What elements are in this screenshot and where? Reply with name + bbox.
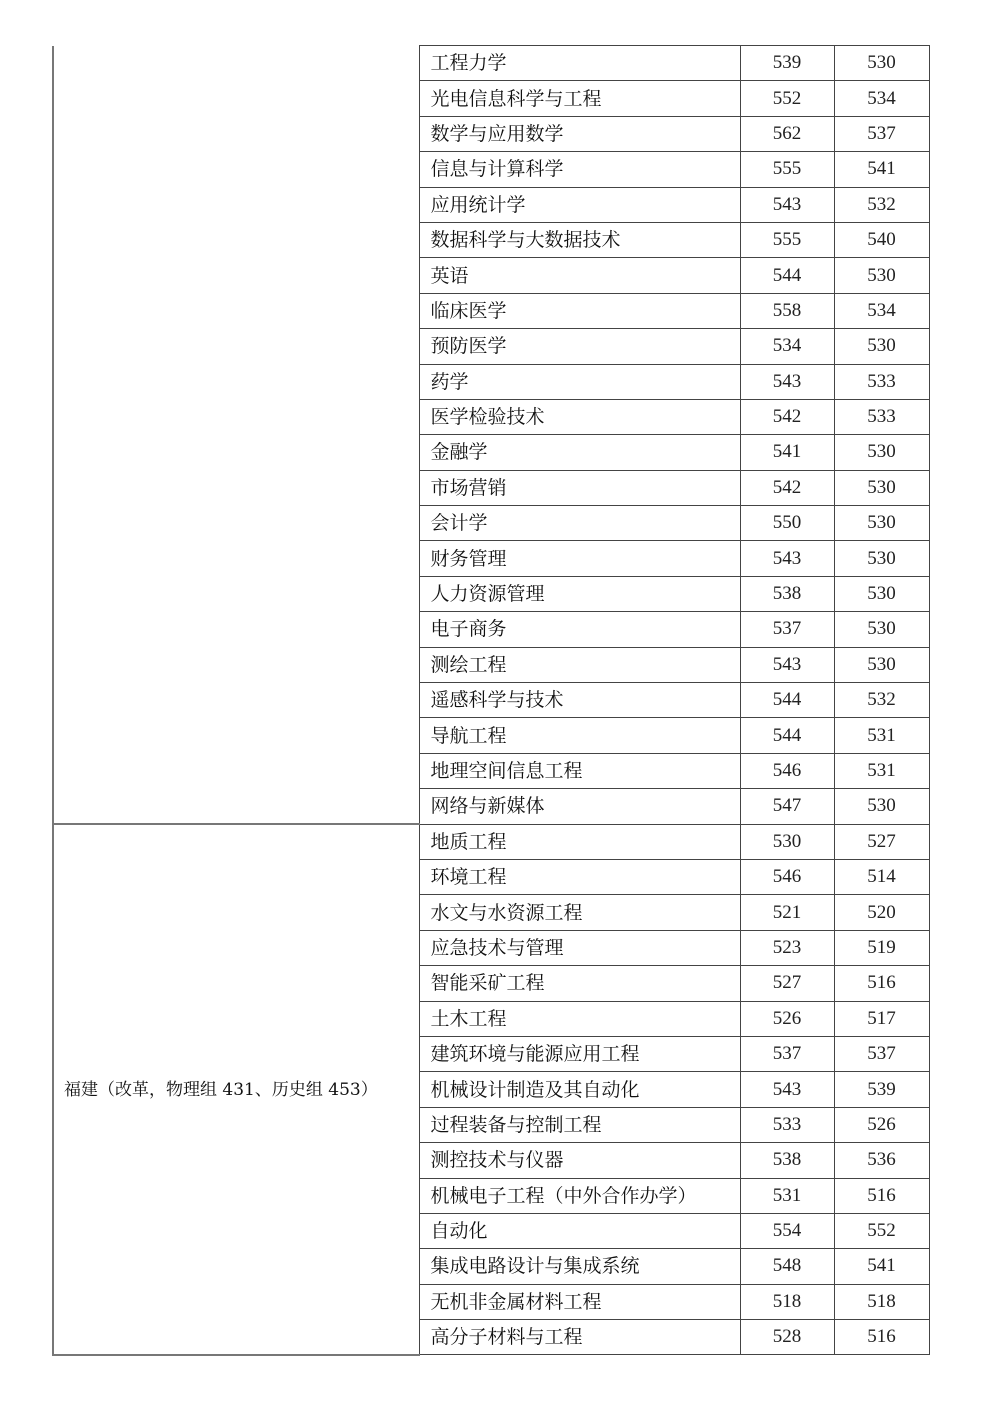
- major-cell: 建筑环境与能源应用工程: [419, 1036, 740, 1071]
- min-score-cell: 537: [834, 1036, 929, 1071]
- max-score-cell: 541: [740, 435, 834, 470]
- min-score-cell: 531: [834, 718, 929, 753]
- max-score-cell: 542: [740, 470, 834, 505]
- min-score-cell: 530: [834, 435, 929, 470]
- max-score-cell: 539: [740, 46, 834, 81]
- major-cell: 金融学: [419, 435, 740, 470]
- max-score-cell: 537: [740, 1036, 834, 1071]
- max-score-cell: 546: [740, 859, 834, 894]
- max-score-cell: 521: [740, 895, 834, 930]
- max-score-cell: 554: [740, 1213, 834, 1248]
- major-cell: 数据科学与大数据技术: [419, 222, 740, 257]
- major-cell: 无机非金属材料工程: [419, 1284, 740, 1319]
- major-cell: 自动化: [419, 1213, 740, 1248]
- min-score-cell: 527: [834, 824, 929, 859]
- min-score-cell: 520: [834, 895, 929, 930]
- min-score-cell: 530: [834, 789, 929, 824]
- max-score-cell: 562: [740, 116, 834, 151]
- min-score-cell: 534: [834, 293, 929, 328]
- min-score-cell: 517: [834, 1001, 929, 1036]
- major-cell: 过程装备与控制工程: [419, 1107, 740, 1142]
- max-score-cell: 555: [740, 222, 834, 257]
- min-score-cell: 530: [834, 506, 929, 541]
- max-score-cell: 533: [740, 1107, 834, 1142]
- major-cell: 电子商务: [419, 612, 740, 647]
- major-cell: 工程力学: [419, 46, 740, 81]
- max-score-cell: 543: [740, 364, 834, 399]
- max-score-cell: 558: [740, 293, 834, 328]
- max-score-cell: 543: [740, 541, 834, 576]
- major-cell: 会计学: [419, 506, 740, 541]
- major-cell: 地理空间信息工程: [419, 753, 740, 788]
- min-score-cell: 516: [834, 1178, 929, 1213]
- major-cell: 机械设计制造及其自动化: [419, 1072, 740, 1107]
- major-cell: 数学与应用数学: [419, 116, 740, 151]
- major-cell: 环境工程: [419, 859, 740, 894]
- max-score-cell: 550: [740, 506, 834, 541]
- min-score-cell: 516: [834, 1320, 929, 1355]
- major-cell: 市场营销: [419, 470, 740, 505]
- major-cell: 智能采矿工程: [419, 966, 740, 1001]
- min-score-cell: 537: [834, 116, 929, 151]
- major-cell: 财务管理: [419, 541, 740, 576]
- min-score-cell: 530: [834, 541, 929, 576]
- min-score-cell: 533: [834, 399, 929, 434]
- max-score-cell: 534: [740, 329, 834, 364]
- max-score-cell: 547: [740, 789, 834, 824]
- min-score-cell: 539: [834, 1072, 929, 1107]
- min-score-cell: 519: [834, 930, 929, 965]
- min-score-cell: 533: [834, 364, 929, 399]
- major-cell: 临床医学: [419, 293, 740, 328]
- min-score-cell: 514: [834, 859, 929, 894]
- min-score-cell: 518: [834, 1284, 929, 1319]
- max-score-cell: 544: [740, 258, 834, 293]
- min-score-cell: 532: [834, 187, 929, 222]
- min-score-cell: 552: [834, 1213, 929, 1248]
- major-cell: 应用统计学: [419, 187, 740, 222]
- max-score-cell: 538: [740, 576, 834, 611]
- major-cell: 信息与计算科学: [419, 152, 740, 187]
- min-score-cell: 541: [834, 1249, 929, 1284]
- max-score-cell: 552: [740, 81, 834, 116]
- major-cell: 集成电路设计与集成系统: [419, 1249, 740, 1284]
- table-row: [53, 46, 929, 81]
- min-score-cell: 534: [834, 81, 929, 116]
- region-cell: [53, 46, 419, 825]
- min-score-cell: 530: [834, 258, 929, 293]
- major-cell: 网络与新媒体: [419, 789, 740, 824]
- major-cell: 应急技术与管理: [419, 930, 740, 965]
- major-cell: 药学: [419, 364, 740, 399]
- major-cell: 医学检验技术: [419, 399, 740, 434]
- admission-scores-table: [52, 45, 930, 1356]
- max-score-cell: 527: [740, 966, 834, 1001]
- min-score-cell: 530: [834, 647, 929, 682]
- max-score-cell: 526: [740, 1001, 834, 1036]
- max-score-cell: 523: [740, 930, 834, 965]
- max-score-cell: 531: [740, 1178, 834, 1213]
- major-cell: 英语: [419, 258, 740, 293]
- major-cell: 测绘工程: [419, 647, 740, 682]
- min-score-cell: 531: [834, 753, 929, 788]
- min-score-cell: 516: [834, 966, 929, 1001]
- max-score-cell: 537: [740, 612, 834, 647]
- min-score-cell: 536: [834, 1143, 929, 1178]
- major-cell: 人力资源管理: [419, 576, 740, 611]
- major-cell: 遥感科学与技术: [419, 683, 740, 718]
- major-cell: 导航工程: [419, 718, 740, 753]
- min-score-cell: 530: [834, 576, 929, 611]
- table-body: [53, 46, 929, 1355]
- max-score-cell: 548: [740, 1249, 834, 1284]
- max-score-cell: 518: [740, 1284, 834, 1319]
- max-score-cell: 555: [740, 152, 834, 187]
- major-cell: 土木工程: [419, 1001, 740, 1036]
- max-score-cell: 544: [740, 683, 834, 718]
- max-score-cell: 543: [740, 647, 834, 682]
- max-score-cell: 530: [740, 824, 834, 859]
- major-cell: 预防医学: [419, 329, 740, 364]
- min-score-cell: 526: [834, 1107, 929, 1142]
- table-row: [53, 824, 929, 859]
- max-score-cell: 543: [740, 187, 834, 222]
- max-score-cell: 546: [740, 753, 834, 788]
- min-score-cell: 532: [834, 683, 929, 718]
- major-cell: 地质工程: [419, 824, 740, 859]
- max-score-cell: 542: [740, 399, 834, 434]
- major-cell: 机械电子工程（中外合作办学）: [419, 1178, 740, 1213]
- min-score-cell: 541: [834, 152, 929, 187]
- major-cell: 测控技术与仪器: [419, 1143, 740, 1178]
- major-cell: 光电信息科学与工程: [419, 81, 740, 116]
- major-cell: 水文与水资源工程: [419, 895, 740, 930]
- min-score-cell: 530: [834, 46, 929, 81]
- min-score-cell: 540: [834, 222, 929, 257]
- max-score-cell: 528: [740, 1320, 834, 1355]
- max-score-cell: 538: [740, 1143, 834, 1178]
- region-cell: 福建（改革，物理组 431、历史组 453）: [53, 824, 419, 1355]
- max-score-cell: 544: [740, 718, 834, 753]
- min-score-cell: 530: [834, 612, 929, 647]
- major-cell: 高分子材料与工程: [419, 1320, 740, 1355]
- max-score-cell: 543: [740, 1072, 834, 1107]
- min-score-cell: 530: [834, 329, 929, 364]
- min-score-cell: 530: [834, 470, 929, 505]
